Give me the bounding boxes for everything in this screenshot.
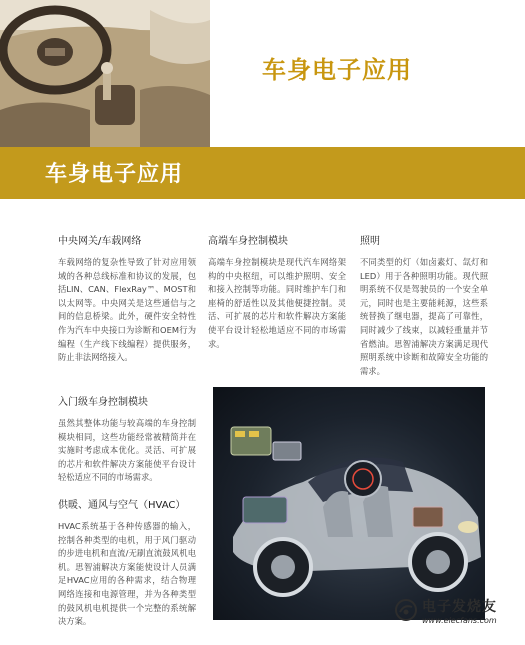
section-body: 车载网络的复杂性导致了针对应用领域的各种总线标准和协议的发展，包括LIN、CAN、FlexRay™、MOST和以太网等。中央网关是这些通信与之间的信息桥梁。此外，硬件安全特性作为汽车中央接口为诊断和OEM行为编程（生产线下线编程）提供服务，防止非法网络接入。 — [58, 257, 196, 363]
section-title: 高端车身控制模块 — [208, 236, 288, 247]
section-body: 不同类型的灯（如卤素灯、氙灯和LED）用于各种照明功能。现代照明系统不仅是驾驶员的一个安全单元，同时也是主要能耗源，这些系统替换了继电器，提高了可靠性，同时减少了线束，以减轻重量并节省燃油。思智浦解决方案满足现代照明系统中诊断和故障安全功能的需求。 — [360, 257, 488, 376]
title-banner — [0, 147, 525, 199]
section-body: 高端车身控制模块是现代汽车网络架构的中央枢纽，可以维护照明、安全和接入控制等功能。同时维护车门和座椅的舒适性以及其他便捷控制。灵活、可扩展的芯片和软件解决方案能使平台设计轻松地适应不同的市场需求。 — [208, 257, 346, 349]
watermark-name: 电子发烧友 — [422, 599, 497, 615]
section-title: 入门级车身控制模块 — [58, 397, 148, 408]
car-interior-photo — [0, 0, 210, 147]
section-title: 照明 — [360, 236, 380, 247]
section-high-end-body — [208, 236, 346, 351]
section-entry-body — [58, 397, 196, 485]
section-gateway — [58, 236, 196, 365]
section-body: 虽然其整体功能与较高端的车身控制模块相同，这些功能经常被精简并在实施时考虑成本优化。灵活、可扩展的芯片和软件解决方案能使平台设计轻松适应不同的市场需求。 — [58, 418, 196, 483]
section-title: 供暖、通风与空气（HVAC） — [58, 500, 186, 511]
car-electronics-image — [213, 387, 485, 620]
section-hvac — [58, 500, 196, 629]
banner-title: 车身电子应用 — [45, 162, 184, 187]
section-lighting — [360, 236, 488, 378]
section-title: 中央网关/车载网络 — [58, 236, 142, 247]
top-title: 车身电子应用 — [262, 56, 412, 84]
watermark-url: www.elecfans.com — [422, 616, 497, 625]
elecfans-logo-icon — [394, 598, 418, 622]
elecfans-watermark — [392, 594, 512, 634]
section-body: HVAC系统基于各种传感器的输入，控制各种类型的电机，用于风门驱动的步进电机和直流/无刷直流鼓风机电机。思智浦解决方案能使设计人员满足HVAC应用的各种需求，结合物理网络连接和电源管理，并为各种类型的鼓风机电机提供一个完整的系统解决方案。 — [58, 521, 196, 627]
